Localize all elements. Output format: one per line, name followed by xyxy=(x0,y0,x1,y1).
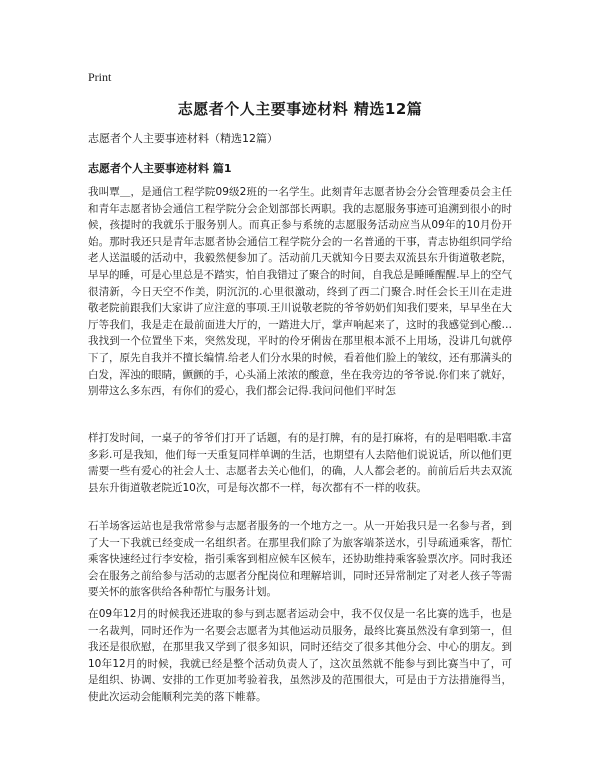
document-subtitle: 志愿者个人主要事迹材料（精选12篇） xyxy=(88,132,278,145)
section-heading: 志愿者个人主要事迹材料 篇1 xyxy=(88,162,232,175)
paragraph: 我叫覃＿，是通信工程学院09级2班的一名学生。此刻青年志愿者协会分会管理委员会主任和青年志愿者协会通信工程学院分会企划部部长两职。我的志愿服务事迹可追溯到很小的时候，孩提时的我就乐于服务别人。而真正参与系统的志愿服务活动应当从09年的10月份开始。那时我还只是青年志愿者协会通信工程学院分会的一名普通的干事，青志协组织同学给老人送温暖的活动中，我毅然便参加了。活动前几天就知今日要去双流县东升街道敬老院，早早的睡，可是心里总是不踏实，怕自我错过了聚合的时间，自我总是睡睡醒醒.早上的空气很清新，今日天空不作美，阴沉沉的.心里很激动，终到了西二门聚合.时任会长王川在走进敬老院前跟我们大家讲了应注意的事项.王川说敬老院的爷爷奶奶们知我们要来，早早坐在大厅等我们，我是走在最前面进大厅的，一踏进大厅，掌声响起来了，这时的我感觉到心酸…我找到一个位置坐下来，突然发现，平时的伶牙俐齿在那里根本派不上用场，没讲几句就停下了，原先自我并不擅长编情.给老人们分水果的时候，看着他们脸上的皱纹，还有那满头的白发，浑浊的眼睛，颤颤的手，心头涌上浓浓的酸意，坐在我旁边的爷爷说.你们来了就好，别带这么多东西，有你们的爱心，我们都会记得.我问问他们平时怎 xyxy=(88,186,512,398)
paragraph: 样打发时间，一桌子的爷爷们打开了话题，有的是打牌，有的是打麻将，有的是唱唱歌.丰富多彩.可是我知，他们每一天重复同样单调的生活，也期望有人去陪他们说说话，所以他们更需要一些有爱心的社会人士、志愿者去关心他们，的确，人人都会老的。前前后后共去双流县东升街道敬老院近10次，可是每次都不一样，每次都有不一样的收获。 xyxy=(88,432,512,494)
paragraph-block-4 xyxy=(88,606,512,706)
paragraph: 石羊场客运站也是我常常参与志愿者服务的一个地方之一。从一开始我只是一名参与者，到了大一下我就已经变成一名组织者。在那里我们除了为旅客端茶送水，引导疏通乘客，帮忙乘客快速经过行李安检，指引乘客到相应候车区候车，还协助维持乘客验票次序。同时我还会在服务之前给参与活动的志愿者分配岗位和理解培训，同时还异常制定了对老人孩子等需要关怀的旅客供给各种帮忙与服务计划。 xyxy=(88,520,512,599)
paragraph-block-3 xyxy=(88,518,512,601)
paragraph-block-2 xyxy=(88,430,512,496)
paragraph-block-1 xyxy=(88,184,512,400)
print-link[interactable]: Print xyxy=(88,70,112,84)
document-title: 志愿者个人主要事迹材料 精选12篇 xyxy=(177,100,423,118)
paragraph: 在09年12月的时候我还进取的参与到志愿者运动会中，我不仅仅是一名比赛的选手，也是一名裁判，同时还作为一名要会志愿者为其他运动员服务，最终比赛虽然没有拿到第一，但我还是很欣慰，在那里我又学到了很多知识，同时还结交了很多其他分会、中心的朋友。到10年12月的时候，我就已经是整个活动负责人了，这次虽然就不能参与到比赛当中了，可是组织、协调、安排的工作更加考验着我，虽然涉及的范围很大，可是由于方法措施得当，使此次运动会能顺利完美的落下帷幕。 xyxy=(88,608,512,703)
